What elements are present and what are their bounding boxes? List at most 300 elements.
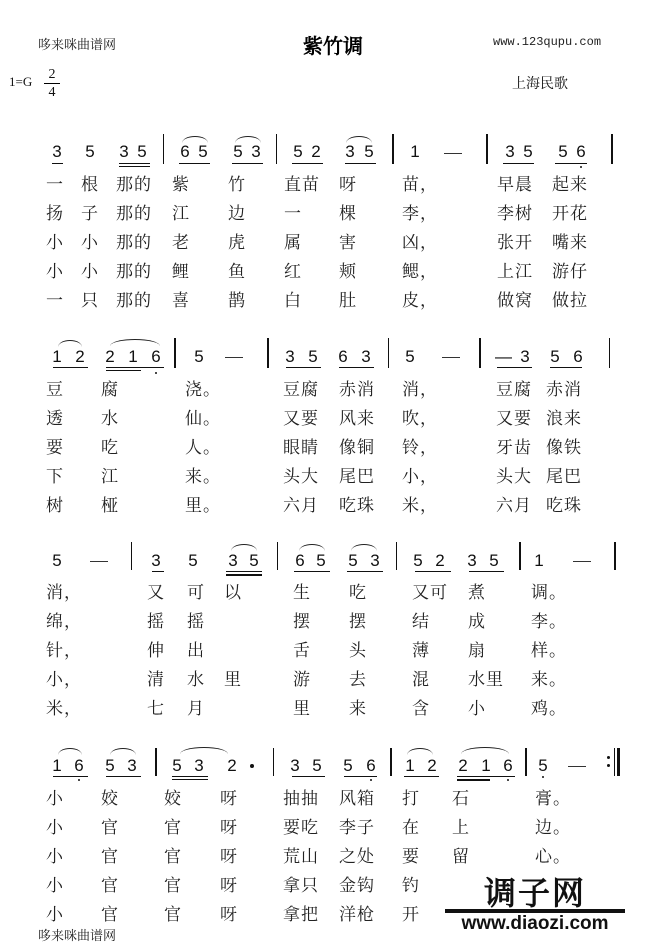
note: 5: [105, 756, 115, 775]
note: 2: [311, 142, 321, 161]
slur: [231, 544, 257, 551]
underline: [503, 163, 534, 164]
note: 5: [343, 756, 353, 775]
note: 6: [573, 347, 583, 366]
lyric: 老: [172, 233, 190, 253]
note: 3: [52, 142, 62, 161]
note: 5: [249, 551, 259, 570]
lyric: 江: [101, 467, 119, 487]
lyric: 小，: [46, 670, 82, 690]
lyric: 紫: [172, 175, 190, 195]
lyric: 调。: [531, 583, 567, 603]
slur: [407, 748, 433, 755]
lyric: 豆: [46, 380, 64, 400]
lyric: 豆腐: [496, 380, 532, 400]
time-sig-numerator: 2: [44, 66, 60, 84]
lyric: 那的: [116, 233, 152, 253]
underline: [404, 776, 439, 777]
lyric: 根: [81, 175, 99, 195]
lyric: 姣: [101, 789, 119, 809]
lyric: 水: [187, 670, 205, 690]
underline: [119, 163, 150, 164]
lyric: 舌: [293, 641, 311, 661]
note: 3: [151, 551, 161, 570]
underline: [226, 574, 262, 576]
note: 5: [194, 347, 204, 366]
lyric: 针，: [46, 641, 82, 661]
lyric: 官: [164, 876, 182, 896]
repeat-dot: [607, 764, 610, 767]
lyric: 凶，: [402, 233, 438, 253]
lyric: 鹊: [228, 291, 246, 311]
lyric: 水里: [468, 670, 504, 690]
note: 5: [558, 142, 568, 161]
lyric: 清: [147, 670, 165, 690]
lyric: 皮，: [402, 291, 438, 311]
lyric: 小: [46, 262, 64, 282]
note: 2: [227, 756, 237, 775]
note: 6: [338, 347, 348, 366]
bar-line: [388, 338, 389, 368]
lyric: 早晨: [497, 175, 533, 195]
lyric: 李子: [339, 818, 375, 838]
lyric: 吃珠: [339, 496, 375, 516]
note: 5: [308, 347, 318, 366]
lyric: 之处: [339, 847, 375, 867]
note: 5: [413, 551, 423, 570]
note: 1: [405, 756, 415, 775]
lyric: 浪来: [546, 409, 582, 429]
note: 5: [348, 551, 358, 570]
lyric: 以: [224, 583, 242, 603]
lyric: 摇: [187, 612, 205, 632]
lyric: 结: [412, 612, 430, 632]
lyric: 做拉: [552, 291, 588, 311]
lyric: 米，: [46, 699, 82, 719]
lyric: 来: [349, 699, 367, 719]
underline: [294, 571, 330, 572]
lyric: 牙齿: [496, 438, 532, 458]
lyric: 眼睛: [283, 438, 319, 458]
lyric: 含: [412, 699, 430, 719]
lyric: 游仔: [552, 262, 588, 282]
note: 5: [312, 756, 322, 775]
lyric: 样。: [531, 641, 567, 661]
underline: [292, 163, 323, 164]
lyric: 小: [46, 233, 64, 253]
note: 3: [251, 142, 261, 161]
sustain-dash: [225, 357, 243, 358]
sustain-dash: [442, 357, 460, 358]
lyric: 扬: [46, 204, 64, 224]
song-title: 紫竹调: [303, 34, 363, 58]
note: 5: [364, 142, 374, 161]
lyric: 开花: [552, 204, 588, 224]
lyric: 只: [81, 291, 99, 311]
note: 5: [233, 142, 243, 161]
site-url[interactable]: www.123qupu.com: [493, 35, 602, 49]
lyric: 风来: [339, 409, 375, 429]
lyric: 薄: [412, 641, 430, 661]
low-octave-dot: [78, 779, 80, 781]
note: 6: [576, 142, 586, 161]
lyric: 钓: [402, 876, 420, 896]
lyric: 嘴来: [552, 233, 588, 253]
lyric: 仙。: [185, 409, 221, 429]
site-name: 哆来咪曲谱网: [38, 38, 117, 53]
lyric: 小: [46, 789, 64, 809]
slur: [180, 747, 228, 754]
lyric: 官: [101, 876, 119, 896]
lyric: 六月: [496, 496, 532, 516]
lyric: 里: [224, 670, 242, 690]
note: 1: [481, 756, 491, 775]
note: 5: [405, 347, 415, 366]
note: 3: [127, 756, 137, 775]
low-octave-dot: [542, 776, 544, 778]
lyric: 膏。: [535, 789, 571, 809]
lyric: 官: [164, 818, 182, 838]
underline: [53, 367, 88, 368]
lyric: 头大: [283, 467, 319, 487]
lyric: 红: [284, 262, 302, 282]
lyric: 要: [402, 847, 420, 867]
slur: [58, 340, 82, 347]
note: 5: [550, 347, 560, 366]
lyric: 呀: [220, 789, 238, 809]
lyric: 风箱: [339, 789, 375, 809]
lyric: 扇: [468, 641, 486, 661]
lyric: 虎: [228, 233, 246, 253]
lyric: 那的: [116, 175, 152, 195]
lyric: 又要: [496, 409, 532, 429]
lyric: 人。: [185, 438, 221, 458]
underline: [152, 571, 164, 572]
lyric: 拿把: [283, 905, 319, 925]
time-sig-denominator: 4: [48, 85, 56, 100]
note: 6: [503, 756, 513, 775]
lyric: 像铁: [546, 438, 582, 458]
lyric: 鲤: [172, 262, 190, 282]
note: 2: [435, 551, 445, 570]
lyric: 呀: [220, 847, 238, 867]
lyric: 透: [46, 409, 64, 429]
bar-line: [390, 748, 392, 776]
underline: [347, 571, 383, 572]
lyric: 七: [147, 699, 165, 719]
lyric: 抽抽: [283, 789, 319, 809]
lyric: 吃: [349, 583, 367, 603]
slur: [182, 136, 208, 143]
lyric: 官: [101, 818, 119, 838]
underline: [172, 779, 208, 780]
lyric: 又要: [283, 409, 319, 429]
underline: [172, 776, 208, 777]
note: 3: [361, 347, 371, 366]
lyric: 那的: [116, 262, 152, 282]
lyric: 头: [349, 641, 367, 661]
lyric: 要吃: [283, 818, 319, 838]
bar-line: [525, 748, 527, 776]
underline: [555, 163, 587, 164]
sustain-dash: [573, 561, 591, 562]
lyric: 铃，: [402, 438, 438, 458]
lyric: 打: [402, 789, 420, 809]
underline: [286, 367, 321, 368]
underline: [415, 571, 451, 572]
watermark-name: 调子网: [483, 874, 586, 912]
bar-line: [479, 338, 481, 368]
lyric: 那的: [116, 204, 152, 224]
lyric: 小: [468, 699, 486, 719]
underline: [106, 370, 141, 371]
bar-line: [267, 338, 269, 368]
lyric: 在: [402, 818, 420, 838]
lyric: 赤消: [339, 380, 375, 400]
lyric: 边: [228, 204, 246, 224]
lyric: 子: [81, 204, 99, 224]
lyric: 属: [284, 233, 302, 253]
note: 2: [427, 756, 437, 775]
underline: [53, 776, 88, 777]
lyric: 竹: [228, 175, 246, 195]
underline: [457, 776, 515, 777]
lyric: 像铜: [339, 438, 375, 458]
underline: [345, 163, 376, 164]
slur: [110, 748, 136, 755]
lyric: 边。: [535, 818, 571, 838]
lyric: 一: [46, 291, 64, 311]
lyric: 呀: [220, 876, 238, 896]
lyric: 浇。: [185, 380, 221, 400]
key-signature: 1=G: [9, 74, 33, 89]
note: 6: [295, 551, 305, 570]
sustain-dash: [568, 766, 586, 767]
slur: [58, 748, 82, 755]
underline: [339, 367, 374, 368]
lyric: 官: [101, 905, 119, 925]
underline: [497, 367, 532, 368]
bar-line: [277, 542, 278, 570]
slur: [351, 544, 377, 551]
lyric: 赤消: [546, 380, 582, 400]
note: 3: [467, 551, 477, 570]
lyric: 成: [468, 612, 486, 632]
lyric: 江: [172, 204, 190, 224]
bar-line: [614, 542, 616, 570]
note: 5: [85, 142, 95, 161]
bar-line: [519, 542, 521, 570]
lyric: 上江: [497, 262, 533, 282]
bar-line: [486, 134, 488, 164]
note: 5: [188, 551, 198, 570]
lyric: 金钩: [339, 876, 375, 896]
low-octave-dot: [370, 779, 372, 781]
lyric: 游: [293, 670, 311, 690]
note: 5: [523, 142, 533, 161]
lyric: 一: [284, 204, 302, 224]
lyric: 石: [452, 789, 470, 809]
sustain-dash: [444, 153, 462, 154]
lyric: 又: [147, 583, 165, 603]
note: 3: [520, 347, 530, 366]
song-origin: 上海民歌: [512, 76, 568, 92]
underline: [106, 367, 164, 368]
lyric: 吹，: [402, 409, 438, 429]
note: 3: [370, 551, 380, 570]
lyric: 米，: [402, 496, 438, 516]
lyric: 心。: [535, 847, 571, 867]
lyric: 树: [46, 496, 64, 516]
note: 6: [180, 142, 190, 161]
note: 1: [52, 347, 62, 366]
lyric: 六月: [283, 496, 319, 516]
repeat-end-bar-thick: [617, 748, 620, 776]
underline: [52, 163, 63, 164]
lyric: 鱼: [228, 262, 246, 282]
bar-line: [276, 134, 277, 164]
note: 5: [489, 551, 499, 570]
lyric: 鳃，: [402, 262, 438, 282]
note: —: [495, 347, 512, 366]
lyric: 荒山: [283, 847, 319, 867]
lyric: 官: [164, 847, 182, 867]
slur: [299, 544, 325, 551]
lyric: 小: [46, 847, 64, 867]
note: 1: [52, 756, 62, 775]
bar-line: [611, 134, 613, 164]
footer-site-name: 哆来咪曲谱网: [38, 929, 117, 944]
lyric: 白: [284, 291, 302, 311]
note: 3: [194, 756, 204, 775]
lyric: 小: [81, 233, 99, 253]
lyric: 月: [187, 699, 205, 719]
underline: [226, 571, 262, 572]
lyric: 消，: [46, 583, 82, 603]
lyric: 小: [46, 818, 64, 838]
note: 3: [285, 347, 295, 366]
lyric: 水: [101, 409, 119, 429]
lyric: 绵，: [46, 612, 82, 632]
lyric: 里: [293, 699, 311, 719]
underline: [232, 163, 263, 164]
lyric: 摆: [349, 612, 367, 632]
note: 1: [534, 551, 544, 570]
lyric: 李树: [497, 204, 533, 224]
repeat-dot: [607, 756, 610, 759]
lyric: 伸: [147, 641, 165, 661]
lyric: 做窝: [497, 291, 533, 311]
watermark: [445, 875, 625, 935]
lyric: 棵: [339, 204, 357, 224]
bar-line: [155, 748, 157, 776]
lyric: 出: [187, 641, 205, 661]
lyric: 呀: [220, 905, 238, 925]
lyric: 尾巴: [339, 467, 375, 487]
lyric: 吃珠: [546, 496, 582, 516]
note: 2: [458, 756, 468, 775]
lyric: 尾巴: [546, 467, 582, 487]
lyric: 那的: [116, 291, 152, 311]
lyric: 去: [349, 670, 367, 690]
note: 5: [293, 142, 303, 161]
note: 6: [74, 756, 84, 775]
note: 3: [505, 142, 515, 161]
slur: [110, 339, 160, 346]
augmentation-dot: [250, 764, 254, 768]
underline: [119, 166, 150, 167]
watermark-url: www.diaozi.com: [445, 909, 625, 935]
note: 5: [316, 551, 326, 570]
low-octave-dot: [580, 166, 582, 168]
note: 5: [198, 142, 208, 161]
lyric: 煮: [468, 583, 486, 603]
bar-line: [396, 542, 397, 570]
lyric: 鸡。: [531, 699, 567, 719]
note: 6: [151, 347, 161, 366]
sustain-dash: [90, 561, 108, 562]
lyric: 苗，: [402, 175, 438, 195]
lyric: 小: [46, 905, 64, 925]
bar-line: [163, 134, 164, 164]
lyric: 下: [46, 467, 64, 487]
lyric: 消，: [402, 380, 438, 400]
lyric: 呀: [220, 818, 238, 838]
lyric: 留: [452, 847, 470, 867]
lyric: 又可: [412, 583, 448, 603]
lyric: 豆腐: [283, 380, 319, 400]
lyric: 上: [452, 818, 470, 838]
bar-line: [174, 338, 176, 368]
lyric: 官: [101, 847, 119, 867]
lyric: 要: [46, 438, 64, 458]
lyric: 呀: [339, 175, 357, 195]
lyric: 混: [412, 670, 430, 690]
lyric: 头大: [496, 467, 532, 487]
bar-line: [609, 338, 610, 368]
underline: [106, 776, 141, 777]
lyric: 直苗: [284, 175, 320, 195]
lyric: 可: [187, 583, 205, 603]
lyric: 摇: [147, 612, 165, 632]
underline: [179, 163, 210, 164]
lyric: 一: [46, 175, 64, 195]
bar-line: [392, 134, 394, 164]
lyric: 腐: [101, 380, 119, 400]
repeat-end-bar: [614, 748, 615, 776]
low-octave-dot: [155, 372, 157, 374]
lyric: 摆: [293, 612, 311, 632]
lyric: 颊: [339, 262, 357, 282]
slur: [461, 747, 509, 754]
underline: [550, 367, 582, 368]
note: 1: [128, 347, 138, 366]
lyric: 小，: [402, 467, 438, 487]
note: 1: [410, 142, 420, 161]
underline: [292, 776, 325, 777]
note: 2: [75, 347, 85, 366]
note: 2: [105, 347, 115, 366]
note: 3: [345, 142, 355, 161]
low-octave-dot: [507, 779, 509, 781]
lyric: 吃: [101, 438, 119, 458]
lyric: 李。: [531, 612, 567, 632]
note: 5: [172, 756, 182, 775]
lyric: 李，: [402, 204, 438, 224]
lyric: 起来: [552, 175, 588, 195]
bar-line: [131, 542, 132, 570]
slur: [235, 136, 261, 143]
